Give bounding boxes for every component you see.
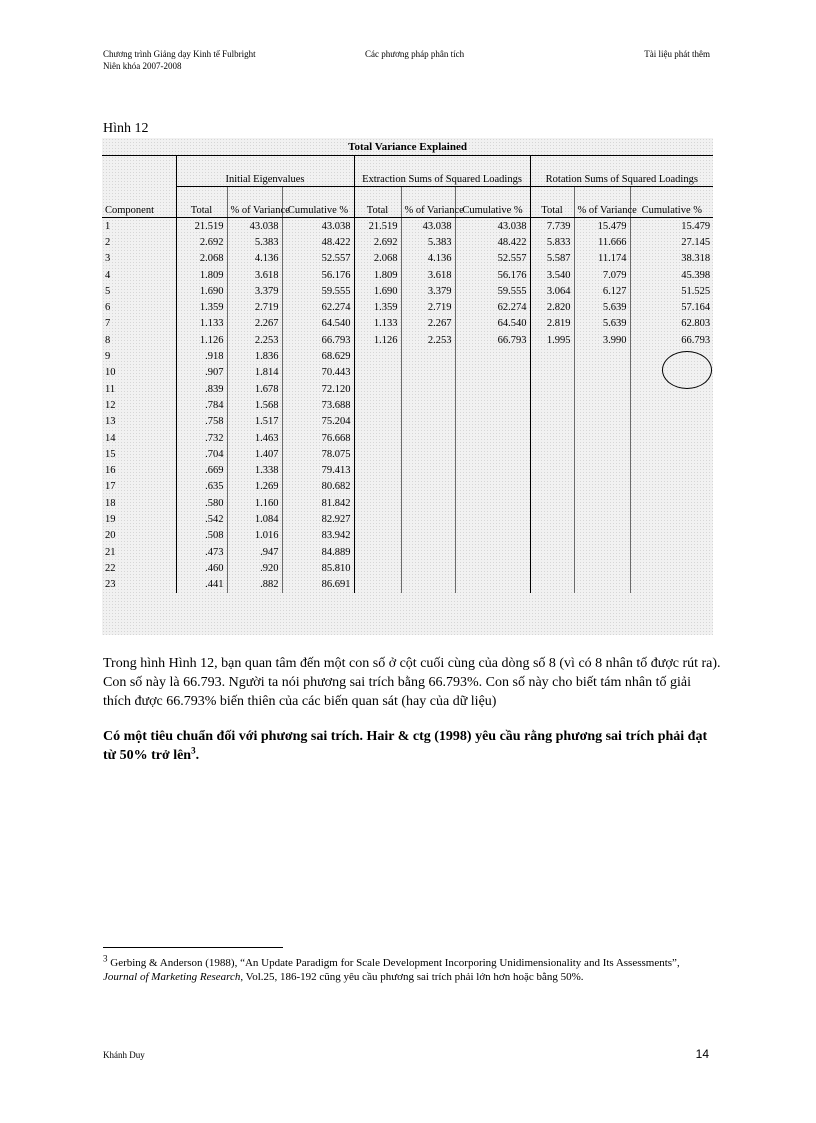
cell-r-pct: [574, 414, 630, 430]
cell-r-total: [530, 430, 574, 446]
cell-i-cum: 78.075: [282, 446, 354, 462]
col-header-cumulative: Cumulative %: [630, 187, 713, 218]
cell-r-total: [530, 365, 574, 381]
cell-i-total: .542: [176, 511, 227, 527]
cell-e-pct: [401, 577, 455, 593]
cell-i-total: .473: [176, 544, 227, 560]
cell-e-total: [354, 528, 401, 544]
cell-e-pct: [401, 430, 455, 446]
cell-e-total: [354, 577, 401, 593]
cell-e-total: [354, 544, 401, 560]
table-row: [102, 397, 713, 413]
cell-r-total: 2.819: [530, 316, 574, 332]
cell-i-cum: 72.120: [282, 381, 354, 397]
cell-i-pct: .947: [227, 544, 282, 560]
cell-r-pct: [574, 544, 630, 560]
cell-component: 11: [105, 383, 116, 395]
cell-i-cum: 59.555: [282, 283, 354, 299]
cell-r-total: [530, 462, 574, 478]
cell-i-total: .508: [176, 528, 227, 544]
table-row: [102, 446, 713, 462]
table-row: [102, 381, 713, 397]
footnote-journal: Journal of Marketing Research: [103, 971, 241, 983]
cell-i-cum: 84.889: [282, 544, 354, 560]
cell-r-cum: [630, 511, 713, 527]
cell-i-total: .907: [176, 365, 227, 381]
cell-i-total: .758: [176, 414, 227, 430]
cell-r-total: [530, 414, 574, 430]
table-row: [102, 462, 713, 478]
cell-r-cum: 15.479: [630, 218, 713, 235]
footnote-text-b: , Vol.25, 186-192 cũng yêu cầu phương sai trích phải lớn hơn hoặc bằng 50%.: [240, 971, 584, 983]
cell-component: 14: [105, 432, 116, 444]
cell-component: 6: [105, 302, 111, 314]
cell-r-pct: [574, 381, 630, 397]
table-row: [102, 299, 713, 315]
footnote-text-a: Gerbing & Anderson (1988), “An Update Paradigm for Scale Development Incorporing Unidimensionality and Its Assessments”,: [107, 957, 680, 969]
table-row: [102, 430, 713, 446]
cell-i-pct: 1.160: [227, 495, 282, 511]
col-header-cumulative: Cumulative %: [282, 187, 354, 218]
cell-r-cum: 57.164: [630, 299, 713, 315]
cell-r-pct: 5.639: [574, 299, 630, 315]
cell-r-pct: 11.666: [574, 234, 630, 250]
cell-e-pct: 2.267: [401, 316, 455, 332]
cell-component: 15: [105, 448, 116, 460]
cell-e-total: [354, 446, 401, 462]
cell-e-total: [354, 560, 401, 576]
cell-i-cum: 79.413: [282, 462, 354, 478]
cell-e-cum: [455, 348, 530, 364]
cell-r-cum: [630, 397, 713, 413]
cell-i-total: 1.809: [176, 267, 227, 283]
cell-component: 20: [105, 530, 116, 542]
col-header-total: Total: [530, 187, 574, 218]
cell-i-cum: 80.682: [282, 479, 354, 495]
footnote-ref: 3: [191, 745, 196, 756]
cell-i-total: 2.068: [176, 251, 227, 267]
cell-i-cum: 48.422: [282, 234, 354, 250]
cell-i-total: 1.359: [176, 299, 227, 315]
cell-r-cum: [630, 495, 713, 511]
cell-i-cum: 52.557: [282, 251, 354, 267]
cell-component: 17: [105, 481, 116, 493]
cell-e-cum: [455, 544, 530, 560]
table-row: [102, 251, 713, 267]
cell-e-cum: [455, 365, 530, 381]
cell-e-cum: [455, 381, 530, 397]
cell-i-cum: 68.629: [282, 348, 354, 364]
cell-i-pct: 1.463: [227, 430, 282, 446]
cell-r-pct: [574, 577, 630, 593]
cell-i-pct: .920: [227, 560, 282, 576]
cell-e-cum: [455, 511, 530, 527]
variance-table: [102, 138, 713, 593]
cell-e-total: 1.690: [354, 283, 401, 299]
cell-i-pct: 4.136: [227, 251, 282, 267]
cell-component: 1: [105, 220, 111, 232]
cell-r-pct: [574, 528, 630, 544]
cell-e-pct: [401, 560, 455, 576]
col-header-pct-variance: % of Variance: [401, 187, 455, 218]
cell-e-cum: [455, 479, 530, 495]
table-row: [102, 544, 713, 560]
cell-e-total: 1.133: [354, 316, 401, 332]
cell-r-total: [530, 479, 574, 495]
cell-r-total: [530, 511, 574, 527]
table-row: [102, 479, 713, 495]
cell-e-total: [354, 397, 401, 413]
cell-r-cum: [630, 479, 713, 495]
cell-r-total: 5.587: [530, 251, 574, 267]
cell-i-cum: 82.927: [282, 511, 354, 527]
cell-i-pct: 1.836: [227, 348, 282, 364]
cell-e-pct: [401, 479, 455, 495]
cell-r-total: [530, 495, 574, 511]
cell-r-total: 7.739: [530, 218, 574, 235]
cell-e-total: [354, 511, 401, 527]
cell-r-cum: 27.145: [630, 234, 713, 250]
cell-e-cum: 59.555: [455, 283, 530, 299]
cell-e-cum: 43.038: [455, 218, 530, 235]
cell-component: 2: [105, 236, 111, 248]
cell-i-pct: 2.253: [227, 332, 282, 348]
table-row: [102, 495, 713, 511]
cell-component: 22: [105, 562, 116, 574]
cell-e-total: 1.359: [354, 299, 401, 315]
group-header-rotation: Rotation Sums of Squared Loadings: [530, 156, 713, 187]
cell-e-pct: [401, 365, 455, 381]
cell-r-cum: 66.793: [630, 332, 713, 348]
cell-i-total: .918: [176, 348, 227, 364]
cell-i-pct: 1.517: [227, 414, 282, 430]
cell-i-cum: 86.691: [282, 577, 354, 593]
cell-r-pct: 7.079: [574, 267, 630, 283]
cell-component: 7: [105, 318, 111, 330]
cell-r-cum: [630, 544, 713, 560]
cell-r-cum: 51.525: [630, 283, 713, 299]
cell-r-pct: [574, 348, 630, 364]
cell-r-cum: [630, 446, 713, 462]
cell-i-pct: 1.269: [227, 479, 282, 495]
cell-r-pct: [574, 495, 630, 511]
cell-r-cum: [630, 528, 713, 544]
cell-e-cum: [455, 397, 530, 413]
cell-i-total: 1.126: [176, 332, 227, 348]
cell-i-pct: 2.267: [227, 316, 282, 332]
cell-e-pct: [401, 414, 455, 430]
cell-component: 13: [105, 416, 116, 428]
cell-component: 5: [105, 285, 111, 297]
cell-r-total: 2.820: [530, 299, 574, 315]
cell-e-cum: [455, 560, 530, 576]
cell-e-total: 1.809: [354, 267, 401, 283]
cell-e-pct: [401, 528, 455, 544]
cell-i-cum: 75.204: [282, 414, 354, 430]
cell-e-pct: 5.383: [401, 234, 455, 250]
cell-r-total: [530, 577, 574, 593]
cell-i-total: 1.133: [176, 316, 227, 332]
header-program: Chương trình Giảng dạy Kinh tế Fulbright: [103, 49, 256, 59]
cell-r-total: [530, 348, 574, 364]
cell-i-pct: 43.038: [227, 218, 282, 235]
cell-i-pct: 2.719: [227, 299, 282, 315]
cell-e-total: [354, 479, 401, 495]
cell-component: 16: [105, 465, 116, 477]
cell-r-cum: [630, 560, 713, 576]
cell-e-cum: [455, 495, 530, 511]
table-row: [102, 316, 713, 332]
cell-e-pct: 2.719: [401, 299, 455, 315]
cell-e-total: 1.126: [354, 332, 401, 348]
cell-r-cum: 62.803: [630, 316, 713, 332]
cell-i-total: .732: [176, 430, 227, 446]
cell-r-pct: [574, 446, 630, 462]
cell-e-cum: [455, 414, 530, 430]
cell-i-total: .580: [176, 495, 227, 511]
cell-r-total: 5.833: [530, 234, 574, 250]
cell-component: 4: [105, 269, 111, 281]
cell-e-cum: [455, 446, 530, 462]
col-header-total: Total: [176, 187, 227, 218]
cell-r-total: [530, 446, 574, 462]
cell-r-pct: [574, 397, 630, 413]
cell-component: 23: [105, 579, 116, 591]
cell-e-total: 2.692: [354, 234, 401, 250]
cell-r-pct: [574, 365, 630, 381]
cell-component: 3: [105, 253, 111, 265]
cell-e-total: [354, 495, 401, 511]
cell-e-pct: [401, 544, 455, 560]
cell-r-cum: [630, 462, 713, 478]
cell-i-cum: 76.668: [282, 430, 354, 446]
cell-i-pct: 1.678: [227, 381, 282, 397]
cell-i-total: 2.692: [176, 234, 227, 250]
criterion-text: Có một tiêu chuẩn đối với phương sai trích. Hair & ctg (1998) yêu cầu rằng phương sai trích phải đạt từ 50% trở lên: [103, 729, 708, 763]
cell-i-cum: 85.810: [282, 560, 354, 576]
cell-component: 18: [105, 497, 116, 509]
cell-e-total: [354, 365, 401, 381]
cell-e-pct: 4.136: [401, 251, 455, 267]
cell-r-pct: [574, 462, 630, 478]
cell-i-total: .839: [176, 381, 227, 397]
page-header-left: [103, 48, 256, 72]
cell-i-total: 21.519: [176, 218, 227, 235]
cell-e-pct: [401, 348, 455, 364]
footnote-mark: 3: [103, 953, 108, 964]
cell-i-cum: 64.540: [282, 316, 354, 332]
cell-r-pct: [574, 511, 630, 527]
header-year: Niên khóa 2007-2008: [103, 61, 182, 71]
table-row: [102, 560, 713, 576]
criterion-end: .: [195, 748, 200, 763]
header-right: Tài liệu phát thêm: [644, 49, 710, 59]
cell-i-total: .784: [176, 397, 227, 413]
table-body: [102, 218, 713, 593]
table-row: [102, 511, 713, 527]
col-header-total: Total: [354, 187, 401, 218]
cell-i-pct: 5.383: [227, 234, 282, 250]
table-row: [102, 365, 713, 381]
cell-component: 8: [105, 334, 111, 346]
cell-i-pct: 1.407: [227, 446, 282, 462]
table-row: [102, 234, 713, 250]
cell-i-pct: 1.084: [227, 511, 282, 527]
cell-i-cum: 83.942: [282, 528, 354, 544]
cell-e-total: [354, 381, 401, 397]
cell-i-cum: 62.274: [282, 299, 354, 315]
cell-e-cum: [455, 528, 530, 544]
cell-r-pct: [574, 430, 630, 446]
cell-i-total: .441: [176, 577, 227, 593]
cell-i-pct: .882: [227, 577, 282, 593]
paragraph-explanation: Trong hình Hình 12, bạn quan tâm đến một con số ở cột cuối cùng của dòng số 8 (vì có 8 nhân tố được rút ra). Con số này là 66.793. Người ta nói phương sai trích bằng 66.793%. Con số này cho biết tám nhân tố giải thích được 66.793% biến thiên của các biến quan sát (hay của dữ liệu): [103, 656, 721, 709]
cell-e-pct: [401, 397, 455, 413]
cell-e-pct: [401, 511, 455, 527]
cell-r-total: [530, 560, 574, 576]
cell-e-total: 21.519: [354, 218, 401, 235]
table-row: [102, 283, 713, 299]
cell-r-pct: 5.639: [574, 316, 630, 332]
cell-r-pct: 15.479: [574, 218, 630, 235]
cell-e-cum: [455, 430, 530, 446]
cell-i-pct: 3.379: [227, 283, 282, 299]
cell-component: 19: [105, 513, 116, 525]
cell-e-cum: 62.274: [455, 299, 530, 315]
cell-e-pct: 3.618: [401, 267, 455, 283]
cell-i-total: 1.690: [176, 283, 227, 299]
cell-e-total: [354, 430, 401, 446]
table-row: [102, 577, 713, 593]
cell-i-pct: 1.016: [227, 528, 282, 544]
cell-i-total: .635: [176, 479, 227, 495]
cell-e-cum: 48.422: [455, 234, 530, 250]
cell-r-total: [530, 544, 574, 560]
table-row: [102, 267, 713, 283]
cell-i-total: .460: [176, 560, 227, 576]
cell-e-cum: 66.793: [455, 332, 530, 348]
cell-i-pct: 1.814: [227, 365, 282, 381]
cell-e-cum: 52.557: [455, 251, 530, 267]
cell-i-cum: 66.793: [282, 332, 354, 348]
cell-e-cum: [455, 462, 530, 478]
table-row: [102, 332, 713, 348]
header-empty: [102, 156, 176, 187]
cell-e-total: 2.068: [354, 251, 401, 267]
cell-e-pct: 3.379: [401, 283, 455, 299]
cell-e-pct: [401, 462, 455, 478]
page-number: 14: [695, 1047, 709, 1061]
group-header-initial: Initial Eigenvalues: [176, 156, 354, 187]
cell-e-cum: [455, 577, 530, 593]
cell-e-pct: [401, 446, 455, 462]
cell-r-cum: [630, 414, 713, 430]
cell-r-total: [530, 397, 574, 413]
table-row: [102, 414, 713, 430]
table-row: [102, 528, 713, 544]
cell-i-total: .669: [176, 462, 227, 478]
col-header-pct-variance: % of Variance: [227, 187, 282, 218]
cell-r-cum: 45.398: [630, 267, 713, 283]
cell-i-cum: 43.038: [282, 218, 354, 235]
cell-r-pct: [574, 479, 630, 495]
cell-i-pct: 1.338: [227, 462, 282, 478]
cell-r-total: 1.995: [530, 332, 574, 348]
cell-r-pct: 6.127: [574, 283, 630, 299]
group-header-extraction: Extraction Sums of Squared Loadings: [354, 156, 530, 187]
cell-r-cum: [630, 577, 713, 593]
highlight-circle: [662, 351, 712, 389]
table-row: [102, 348, 713, 364]
cell-r-cum: [630, 430, 713, 446]
variance-table-figure: [102, 138, 713, 635]
col-header-pct-variance: % of Variance: [574, 187, 630, 218]
cell-r-total: [530, 528, 574, 544]
cell-r-total: 3.540: [530, 267, 574, 283]
cell-r-pct: [574, 560, 630, 576]
cell-i-cum: 81.842: [282, 495, 354, 511]
col-header-cumulative: Cumulative %: [455, 187, 530, 218]
header-center: Các phương pháp phân tích: [365, 49, 465, 59]
cell-i-total: .704: [176, 446, 227, 462]
cell-e-total: [354, 414, 401, 430]
cell-i-pct: 3.618: [227, 267, 282, 283]
figure-label: Hình 12: [103, 121, 149, 136]
cell-i-pct: 1.568: [227, 397, 282, 413]
cell-e-pct: [401, 495, 455, 511]
cell-e-cum: 64.540: [455, 316, 530, 332]
paragraph-criterion: [103, 727, 721, 765]
cell-i-cum: 56.176: [282, 267, 354, 283]
cell-e-pct: 43.038: [401, 218, 455, 235]
cell-r-pct: 11.174: [574, 251, 630, 267]
cell-r-total: 3.064: [530, 283, 574, 299]
col-header-component: Component: [102, 187, 176, 218]
cell-i-cum: 70.443: [282, 365, 354, 381]
table-title: Total Variance Explained: [102, 138, 713, 156]
cell-e-cum: 56.176: [455, 267, 530, 283]
footnote-divider: [103, 947, 283, 948]
cell-r-pct: 3.990: [574, 332, 630, 348]
cell-r-cum: 38.318: [630, 251, 713, 267]
cell-component: 21: [105, 546, 116, 558]
cell-component: 12: [105, 399, 116, 411]
cell-r-total: [530, 381, 574, 397]
cell-component: 10: [105, 367, 116, 379]
cell-e-total: [354, 348, 401, 364]
table-row: [102, 218, 713, 235]
footnote: [103, 953, 715, 984]
footer-author: Khánh Duy: [103, 1050, 145, 1060]
cell-e-total: [354, 462, 401, 478]
cell-e-pct: [401, 381, 455, 397]
cell-component: 9: [105, 351, 111, 363]
cell-e-pct: 2.253: [401, 332, 455, 348]
cell-i-cum: 73.688: [282, 397, 354, 413]
